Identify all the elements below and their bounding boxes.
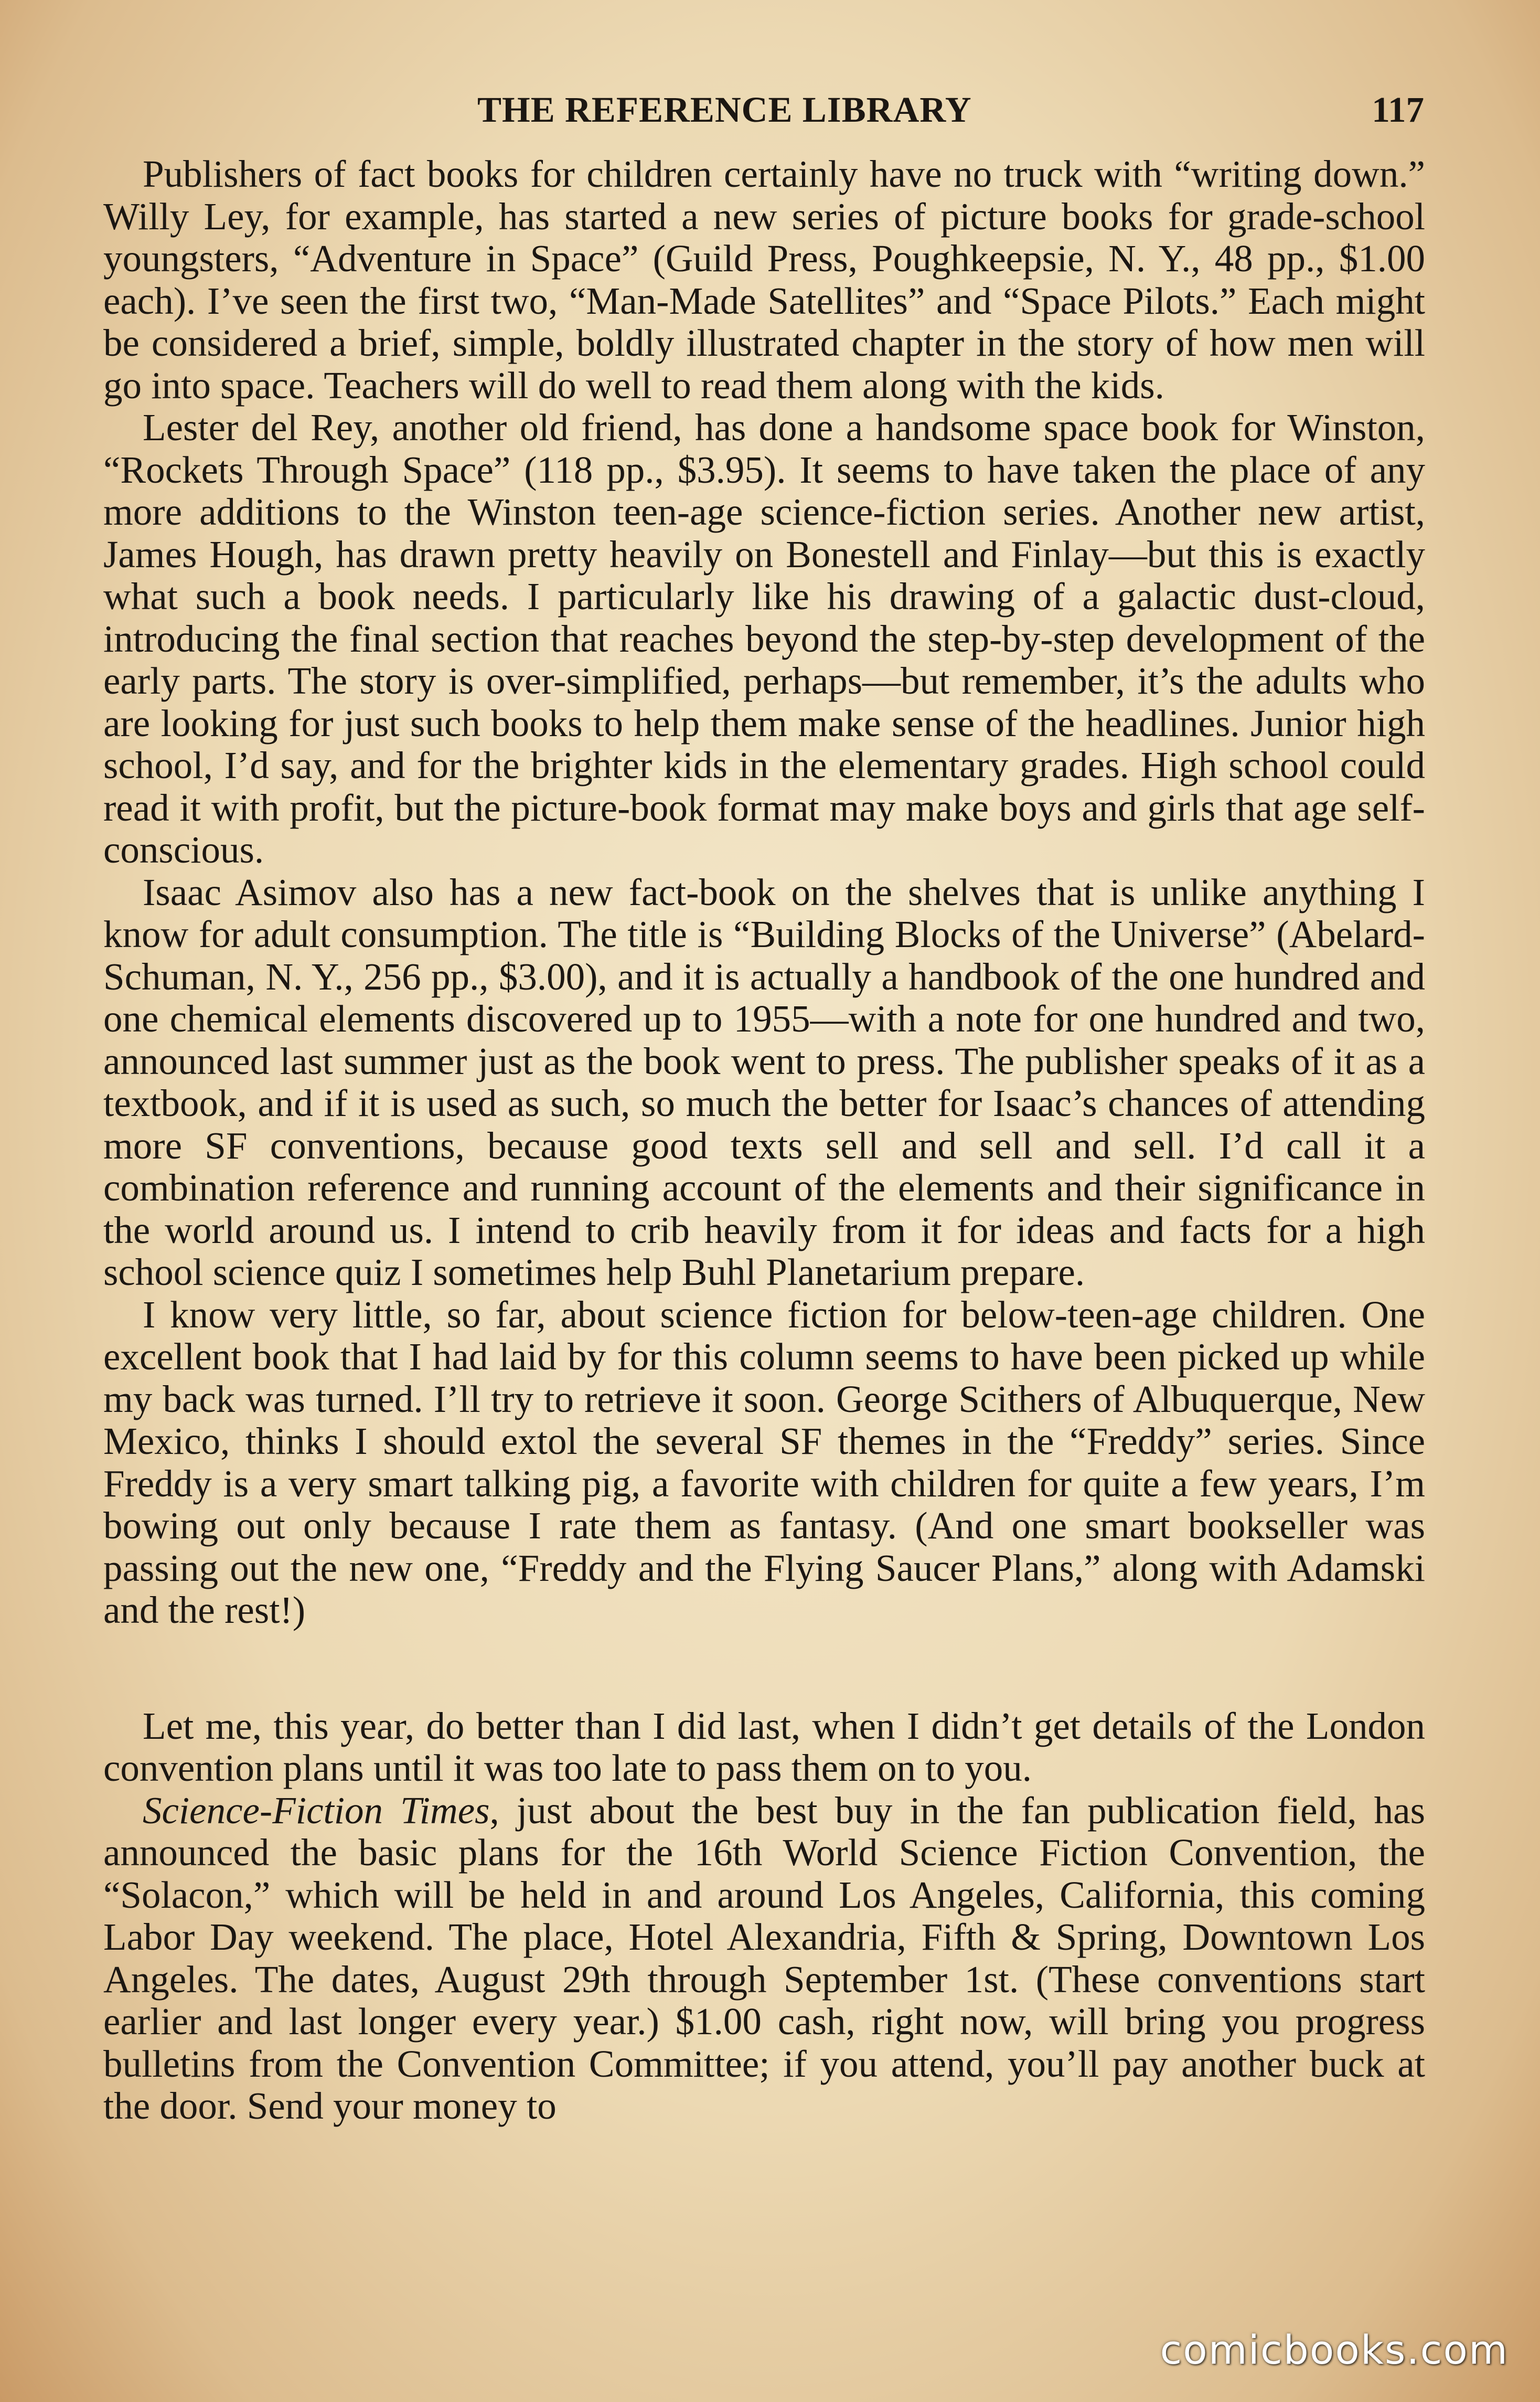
- paragraph-lester-del-rey: Lester del Rey, another old friend, has done a handsome space book for Winston, “Rockets Through Space” (118 pp., $3.95). It seems to have taken the place of any more additions to the Winston teen-age science-fiction series. Another new artist, James Hough, has drawn pretty heavily on Bonestell and Finlay—but this is exactly what such a book needs. I particularly like his drawing of a galactic dust-cloud, introducing the final section that reaches beyond the step-by-step development of the early parts. The story is over-simplified, perhaps—but remember, it’s the adults who are looking for just such books to help them make sense of the headlines. Junior high school, I’d say, and for the brighter kids in the elementary grades. High school could read it with profit, but the picture-book format may make boys and girls that age self-conscious.: [103, 406, 1425, 871]
- section-break: [103, 1632, 1425, 1705]
- paragraph-isaac-asimov: Isaac Asimov also has a new fact-book on the shelves that is unlike anything I know for adult consumption. The title is “Building Blocks of the Universe” (Abelard-Schuman, N. Y., 256 pp., $3.00), and it is actually a handbook of the one hundred and one chemical elements discovered up to 1955—with a note for one hundred and two, announced last summer just as the book went to press. The publisher speaks of it as a textbook, and if it is used as such, so much the better for Isaac’s chances of attending more SF conventions, because good texts sell and sell and sell. I’d call it a combination reference and running account of the elements and their significance in the world around us. I intend to crib heavily from it for ideas and facts for a high school science quiz I sometimes help Buhl Planetarium prepare.: [103, 870, 1425, 1293]
- paragraph-london-convention: Let me, this year, do better than I did last, when I didn’t get details of the London convention plans until it was too late to pass them on to you.: [103, 1704, 1425, 1789]
- page-number: 117: [1372, 90, 1424, 130]
- paragraph-solacon-text: , just about the best buy in the fan publication field, has announced the basic plans for the 16th World Science Fiction Convention, the “Solacon,” which will be held in and around Los Angeles, California, this coming Labor Day weekend. The place, Hotel Alexandria, Fifth & Spring, Downtown Los Angeles. The dates, August 29th through September 1st. (These conventions start earlier and last longer every year.) $1.00 cash, right now, will bring you progress bulletins from the Convention Committee; if you attend, you’ll pay another buck at the door. Send your money to: [103, 1789, 1425, 2127]
- paragraph-solacon: [103, 1790, 1425, 2128]
- site-watermark: comicbooks.com: [1160, 2326, 1509, 2373]
- running-head: THE REFERENCE LIBRARY: [477, 90, 972, 130]
- article-body: [103, 153, 1425, 2128]
- page-header: [102, 79, 1424, 142]
- paragraph-freddy-series: I know very little, so far, about science fiction for below-teen-age children. One excellent book that I had laid by for this column seems to have been picked up while my back was turned. I’ll try to retrieve it soon. George Scithers of Albuquerque, New Mexico, thinks I should extol the several SF themes in the “Freddy” series. Since Freddy is a very smart talking pig, a favorite with children for quite a few years, I’m bowing out only because I rate them as fantasy. (And one smart bookseller was passing out the new one, “Freddy and the Flying Saucer Plans,” along with Adamski and the rest!): [103, 1293, 1425, 1631]
- publication-title: Science-Fiction Times: [143, 1789, 490, 1832]
- paragraph-willy-ley: Publishers of fact books for children certainly have no truck with “writing down.” Willy Ley, for example, has started a new series of picture books for grade-school youngsters, “Adventure in Space” (Guild Press, Poughkeepsie, N. Y., 48 pp., $1.00 each). I’ve seen the first two, “Man-Made Satellites” and “Space Pilots.” Each might be considered a brief, simple, boldly illustrated chapter in the story of how men will go into space. Teachers will do well to read them along with the kids.: [103, 153, 1425, 407]
